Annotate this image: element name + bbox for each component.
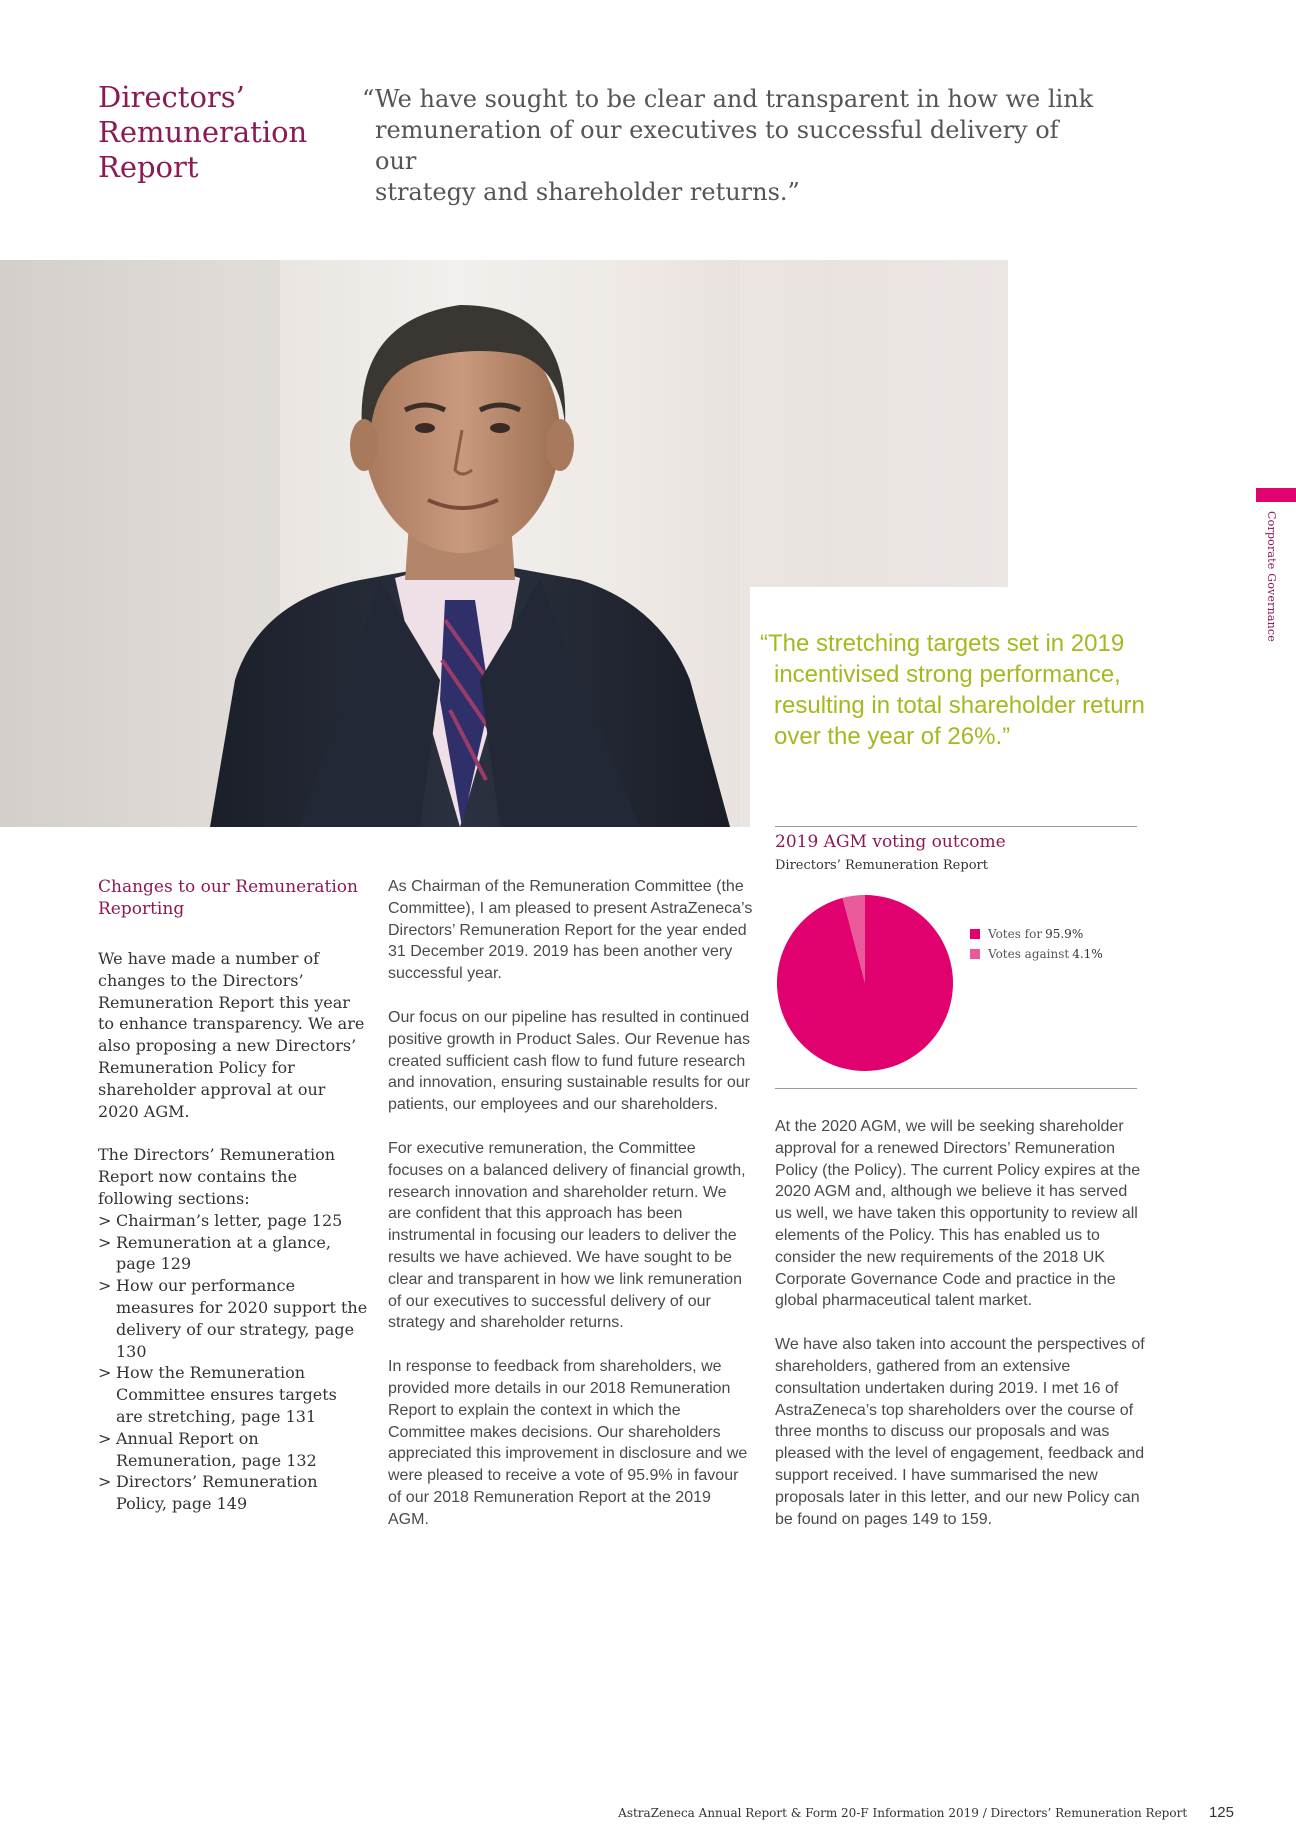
column-changes bbox=[98, 876, 368, 1515]
page-footer bbox=[618, 1804, 1234, 1821]
sections-list bbox=[98, 1210, 368, 1515]
list-item: > Directors’ Remuneration Policy, page 149 bbox=[98, 1471, 368, 1515]
column-heading: Changes to our Remuneration Reporting bbox=[98, 877, 358, 919]
quote-line: “The stretching targets set in 2019 bbox=[760, 630, 1125, 657]
quote-line: incentivised strong performance, bbox=[774, 661, 1121, 688]
legend-item-votes-against bbox=[970, 944, 1103, 964]
column-chairman-letter bbox=[388, 876, 753, 1553]
legend-swatch bbox=[970, 929, 980, 939]
list-item: > Chairman’s letter, page 125 bbox=[98, 1210, 368, 1232]
header-pull-quote bbox=[362, 84, 1102, 208]
paragraph: The Directors’ Remuneration Report now contains the following sections: bbox=[98, 1145, 336, 1208]
list-item: > How the Remuneration Committee ensures targets are stretching, page 131 bbox=[98, 1362, 368, 1427]
chart-top-rule bbox=[775, 826, 1137, 827]
legend-label: Votes for bbox=[988, 927, 1043, 941]
page-number: 125 bbox=[1208, 1804, 1234, 1821]
paragraph: At the 2020 AGM, we will be seeking shareholder approval for a renewed Directors’ Remuneration Policy (the Policy). The current Policy expires at the 2020 AGM and, although we believe it has served us well, we have taken this opportunity to review all elements of the Policy. This has enabled us to consider the new requirements of the 2018 UK Corporate Governance Code and practice in the global pharmaceutical talent market. bbox=[775, 1118, 1141, 1310]
footer-text: AstraZeneca Annual Report & Form 20-F Information 2019 / Directors’ Remuneration Report bbox=[618, 1806, 1188, 1820]
legend-value: 4.1% bbox=[1072, 947, 1103, 961]
quote-line: strategy and shareholder returns.” bbox=[375, 178, 800, 206]
legend-value: 95.9% bbox=[1045, 927, 1084, 941]
chart-subtitle: Directors’ Remuneration Report bbox=[775, 858, 988, 873]
legend-item-votes-for bbox=[970, 924, 1103, 944]
quote-line: resulting in total shareholder return bbox=[774, 692, 1145, 719]
chart-title: 2019 AGM voting outcome bbox=[775, 832, 1006, 852]
legend-swatch bbox=[970, 949, 980, 959]
highlight-quote bbox=[760, 628, 1230, 752]
paragraph: As Chairman of the Remuneration Committee (the Committee), I am pleased to present AstraZeneca’s Directors’ Remuneration Report for the year ended 31 December 2019. 2019 has been another very successful year. bbox=[388, 878, 753, 983]
paragraph: For executive remuneration, the Committee focuses on a balanced delivery of financial growth, research innovation and shareholder return. We are confident that this approach has been instrumental in focusing our leaders to deliver the results we have achieved. We have sought to be clear and transparent in how we link remuneration of our executives to successful delivery of our strategy and shareholder returns. bbox=[388, 1139, 746, 1332]
list-item: > Remuneration at a glance, page 129 bbox=[98, 1232, 368, 1276]
list-item: > How our performance measures for 2020 support the delivery of our strategy, page 130 bbox=[98, 1275, 368, 1362]
title-line: Remuneration bbox=[98, 115, 308, 149]
paragraph: We have made a number of changes to the Directors’ Remuneration Report this year to enhance transparency. We are also proposing a new Directors’ Remuneration Policy for shareholder approval at our 2020 AGM. bbox=[98, 949, 365, 1121]
list-item: > Annual Report on Remuneration, page 132 bbox=[98, 1428, 368, 1472]
paragraph: Our focus on our pipeline has resulted in continued positive growth in Product Sales. Our Revenue has created sufficient cash flow to fund future research and innovation, ensuring sustainable results for our patients, our employees and our shareholders. bbox=[388, 1008, 750, 1114]
section-tab-label: Corporate Governance bbox=[1265, 511, 1278, 642]
legend-label: Votes against bbox=[988, 947, 1070, 961]
quote-line: “We have sought to be clear and transparent in how we link bbox=[362, 85, 1094, 113]
section-tab-marker bbox=[1256, 488, 1296, 502]
page-title bbox=[98, 80, 338, 185]
quote-line: over the year of 26%.” bbox=[774, 723, 1011, 750]
quote-line: remuneration of our executives to successful delivery of our bbox=[375, 116, 1059, 175]
paragraph: In response to feedback from shareholders, we provided more details in our 2018 Remuneration Report to explain the context in which the Committee makes decisions. Our shareholders appreciated this improvement in disclosure and we were pleased to receive a vote of 95.9% in favour of our 2018 Remuneration Report at the 2019 AGM. bbox=[388, 1358, 748, 1528]
title-line: Report bbox=[98, 150, 199, 184]
title-line: Directors’ bbox=[98, 80, 245, 114]
voting-pie-chart bbox=[770, 888, 960, 1078]
paragraph: We have also taken into account the perspectives of shareholders, gathered from an extensive consultation undertaken during 2019. I met 16 of AstraZeneca’s top shareholders over the course of three months to discuss our proposals and was pleased with the level of engagement, feedback and support received. I have summarised the new proposals later in this letter, and our new Policy can be found on pages 149 to 159. bbox=[775, 1336, 1145, 1528]
chart-bottom-rule bbox=[775, 1088, 1137, 1089]
column-policy bbox=[775, 1116, 1145, 1552]
chart-legend bbox=[970, 924, 1103, 964]
